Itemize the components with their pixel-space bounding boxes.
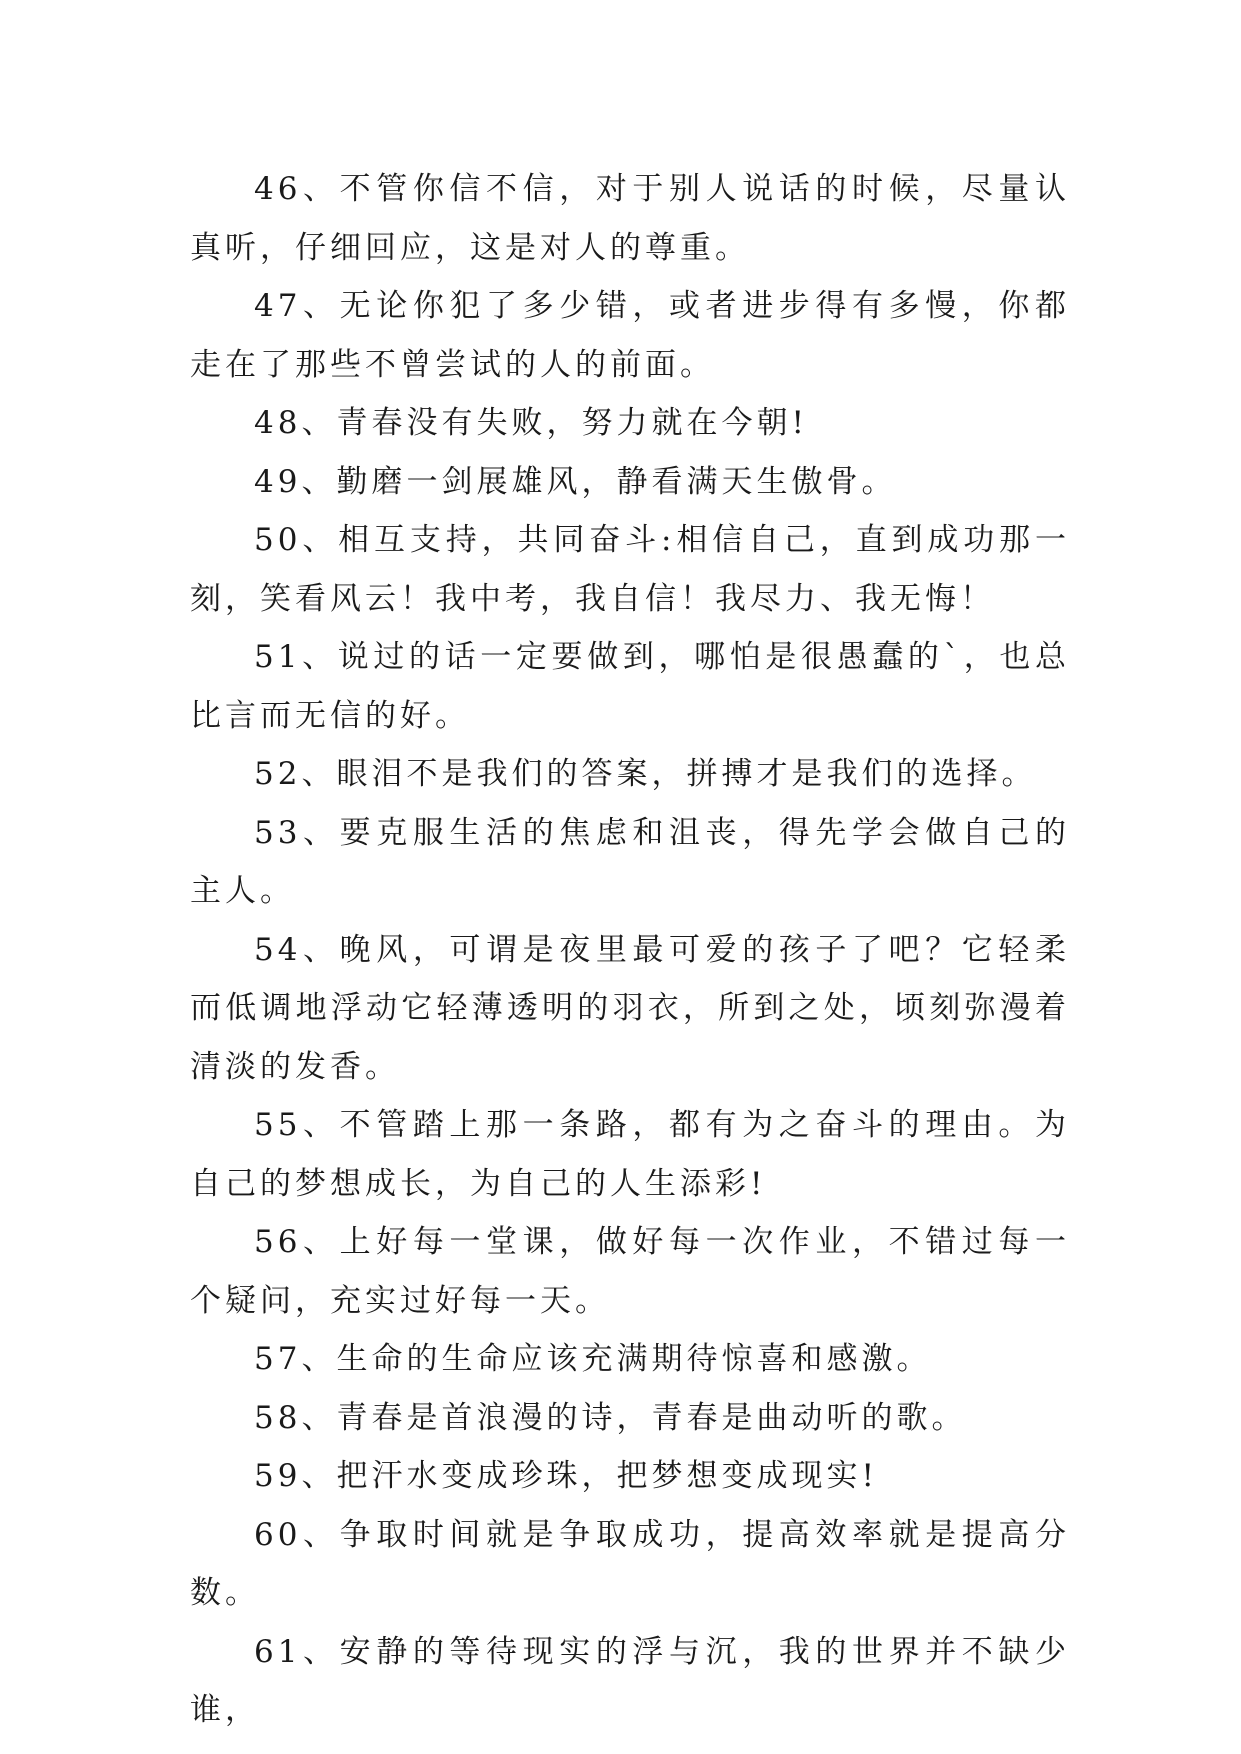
paragraph-59: 59、把汗水变成珍珠，把梦想变成现实!: [254, 1458, 878, 1494]
paragraph-47: 47、无论你犯了多少错，或者进步得有多慢，你都走在了那些不曾尝试的人的前面。: [190, 288, 1070, 383]
paragraph-60: 60、争取时间就是争取成功，提高效率就是提高分数。: [190, 1516, 1070, 1611]
paragraph-48: 48、青春没有失败，努力就在今朝!: [254, 405, 808, 441]
paragraph-55: 55、不管踏上那一条路，都有为之奋斗的理由。为自己的梦想成长，为自己的人生添彩!: [190, 1107, 1070, 1202]
paragraph-54: 54、晚风，可谓是夜里最可爱的孩子了吧？它轻柔而低调地浮动它轻薄透明的羽衣，所到之处，顷刻弥漫着清淡的发香。: [190, 931, 1070, 1085]
paragraph-51: 51、说过的话一定要做到，哪怕是很愚蠢的`，也总比言而无信的好。: [190, 639, 1070, 734]
paragraph-56: 56、上好每一堂课，做好每一次作业，不错过每一个疑问，充实过好每一天。: [190, 1224, 1070, 1319]
paragraph-53: 53、要克服生活的焦虑和沮丧，得先学会做自己的主人。: [190, 814, 1070, 909]
paragraph-52: 52、眼泪不是我们的答案，拼搏才是我们的选择。: [254, 756, 1037, 792]
document-body: [190, 160, 1070, 1740]
paragraph-58: 58、青春是首浪漫的诗，青春是曲动听的歌。: [254, 1399, 967, 1436]
paragraph-49: 49、勤磨一剑展雄风，静看满天生傲骨。: [254, 463, 897, 500]
paragraph-57: 57、生命的生命应该充满期待惊喜和感激。: [254, 1341, 932, 1377]
paragraph-61: 61、安静的等待现实的浮与沉，我的世界并不缺少谁，: [190, 1633, 1070, 1728]
paragraph-46: 46、不管你信不信，对于别人说话的时候，尽量认真听，仔细回应，这是对人的尊重。: [190, 171, 1070, 266]
paragraph-50: 50、相互支持，共同奋斗:相信自己，直到成功那一刻，笑看风云！我中考，我自信！我尽力、我无悔！: [190, 522, 1070, 617]
